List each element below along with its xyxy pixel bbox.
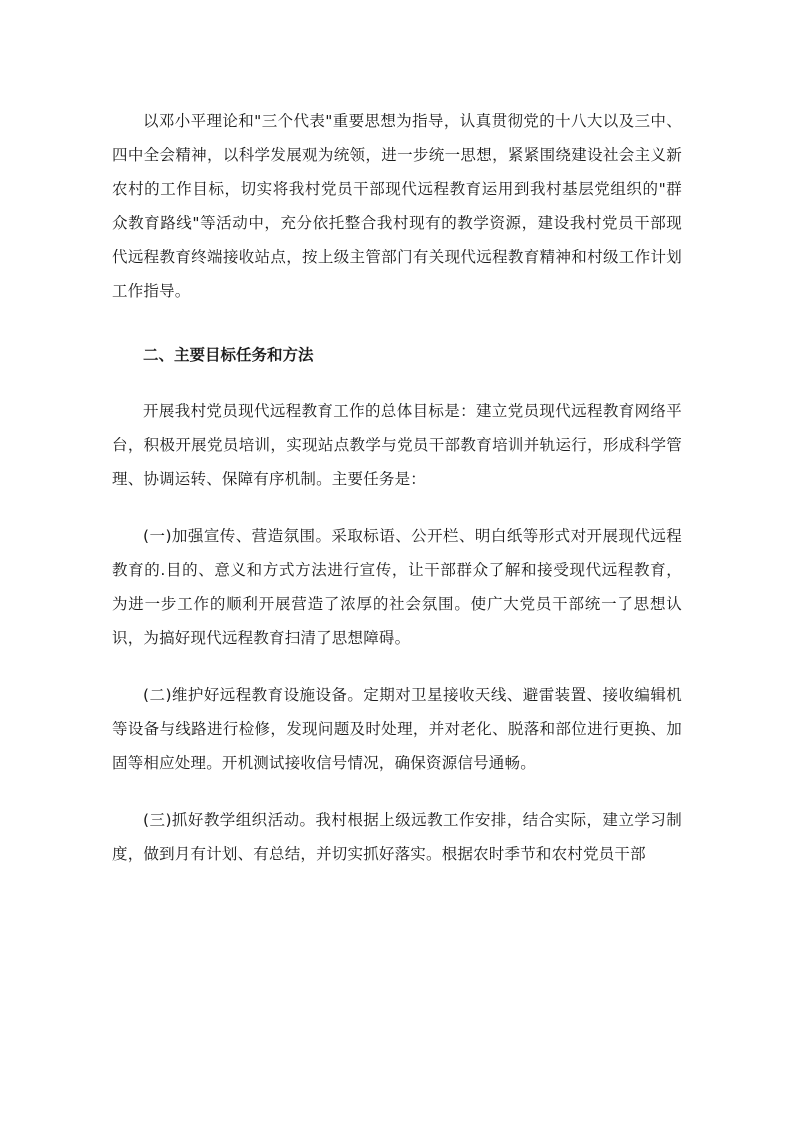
spacer	[112, 496, 682, 519]
spacer	[112, 308, 682, 338]
paragraph-guiding-ideology: 以邓小平理论和"三个代表"重要思想为指导，认真贯彻党的十八大以及三中、四中全会精神，以科学发展观为统领，进一步统一思想，紧紧围绕建设社会主义新农村的工作目标，切实将我村党员干部现代远程教育运用到我村基层党组织的"群众教育路线"等活动中，充分依托整合我村现有的教学资源，建设我村党员干部现代远程教育终端接收站点，按上级主管部门有关现代远程教育精神和村级工作计划工作指导。	[112, 112, 682, 300]
paragraph-task-maintenance: (二)维护好远程教育设施设备。定期对卫星接收天线、避雷装置、接收编辑机等设备与线路进行检修，发现问题及时处理，并对老化、脱落和部位进行更换、加固等相应处理。开机测试接收信号情况，确保资源信号通畅。	[112, 686, 682, 772]
spacer	[112, 655, 682, 678]
spacer	[112, 780, 682, 803]
section-heading-goals: 二、主要目标任务和方法	[143, 346, 314, 364]
paragraph-overall-goal: 开展我村党员现代远程教育工作的总体目标是：建立党员现代远程教育网络平台，积极开展党员培训，实现站点教学与党员干部教育培训并轨运行，形成科学管理、协调运转、保障有序机制。主要任务是：	[112, 402, 682, 488]
spacer	[112, 372, 682, 394]
paragraph-task-publicity: (一)加强宣传、营造氛围。采取标语、公开栏、明白纸等形式对开展现代远程教育的.目的、意义和方式方法进行宣传，让干部群众了解和接受现代远程教育，为进一步工作的顺利开展营造了浓厚的社会氛围。使广大党员干部统一了思想认识，为搞好现代远程教育扫清了思想障碍。	[112, 527, 682, 647]
document-body	[112, 104, 682, 871]
paragraph-task-teaching: (三)抓好教学组织活动。我村根据上级远教工作安排，结合实际，建立学习制度，做到月有计划、有总结，并切实抓好落实。根据农时季节和农村党员干部	[112, 811, 682, 863]
